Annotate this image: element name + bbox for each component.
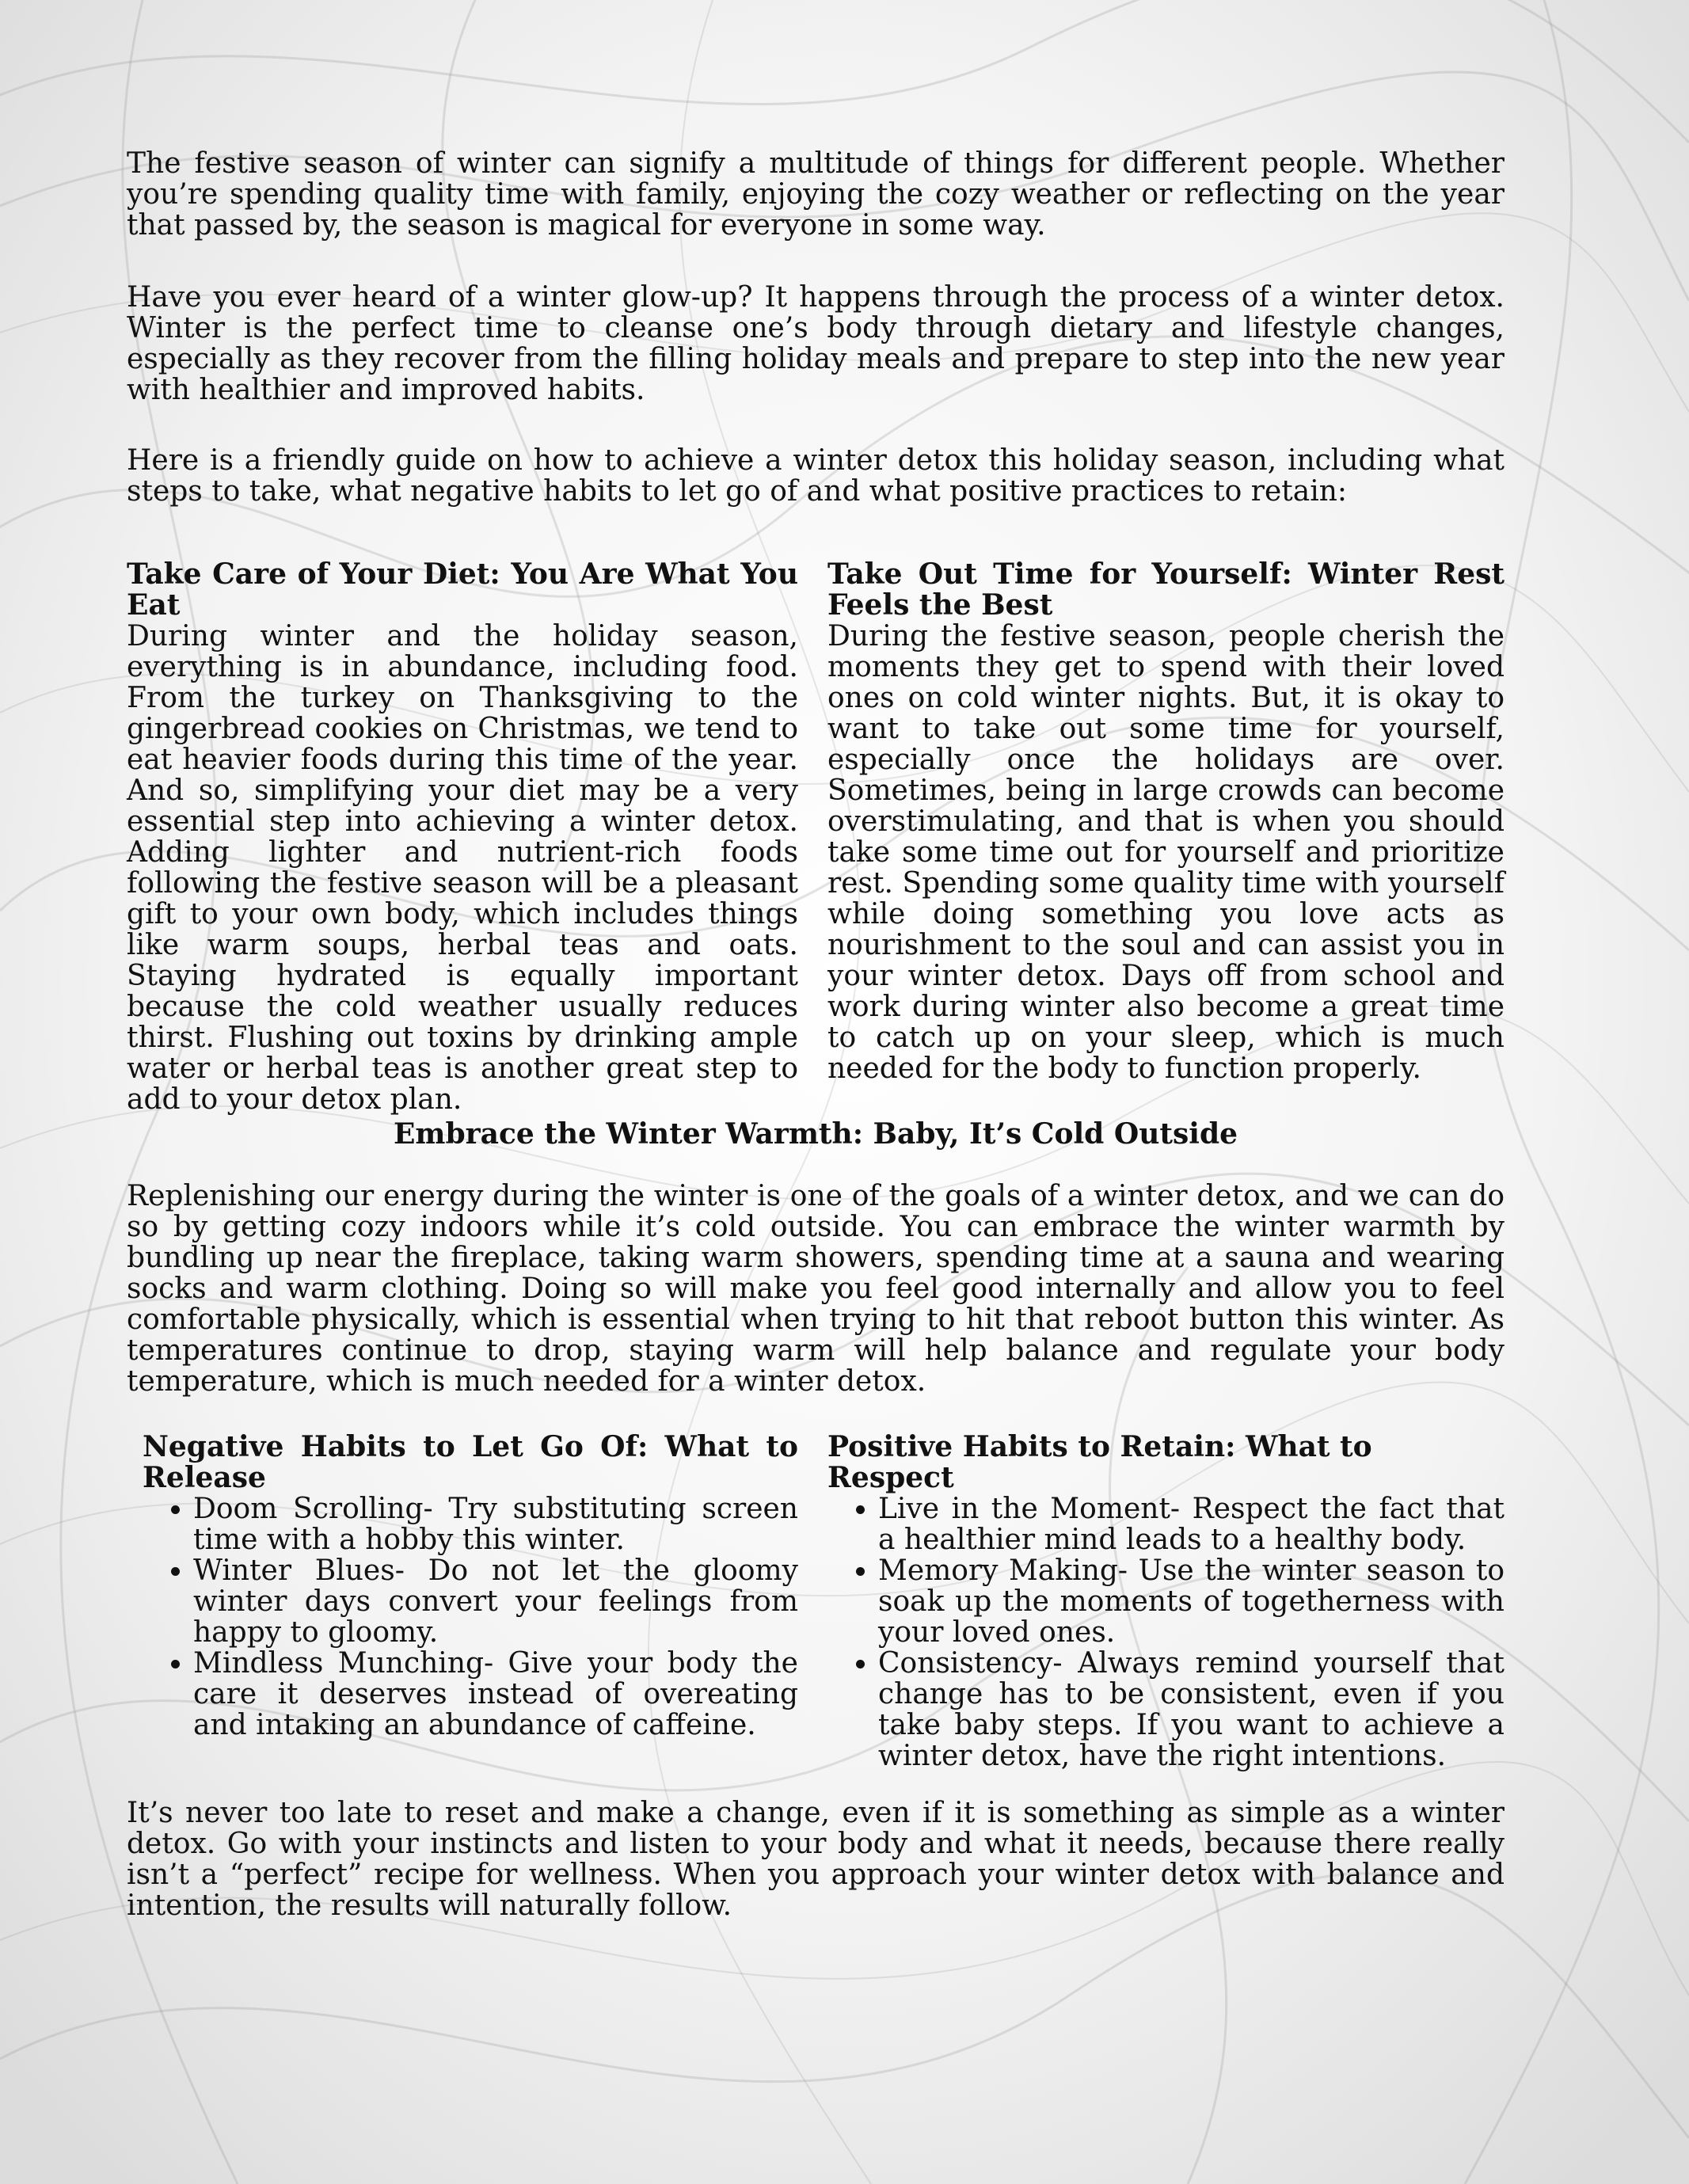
positive-list [827,1493,1505,1771]
negative-heading: Negative Habits to Let Go Of: What to Release [143,1430,798,1494]
positive-heading: Positive Habits to Retain: What to Respect [827,1430,1372,1494]
intro-paragraph: The festive season of winter can signify a multitude of things for different people. Whether you’re spending quality time with family, enjoying the cozy weather or reflecting on the year that passed by, the season is magical for everyone in some way. [127,147,1505,242]
rest-section [827,559,1505,1084]
list-item: • Live in the Moment- Respect the fact that a healthier mind leads to a healthy body. [878,1493,1505,1555]
rest-heading: Take Out Time for Yourself: Winter Rest Feels the Best [827,557,1505,622]
rest-body: During the festive season, people cherish the moments they get to spend with their loved ones on cold winter nights. But, it is okay to want to take out some time for yourself, especially once the holidays are over. Sometimes, being in large crowds can become overstimulating, and that is when you should take some time out for yourself and prioritize rest. Spending some quality time with yourself while doing something you love acts as nourishment to the soul and can assist you in your winter detox. Days off from school and work during winter also become a great time to catch up on your sleep, which is much needed for the body to function properly. [827,620,1505,1085]
warmth-body: Replenishing our energy during the winter is one of the goals of a winter detox, and we can do so by getting cozy indoors while it’s cold outside. You can embrace the winter warmth by bundling up near the fireplace, taking warm showers, spending time at a sauna and wearing socks and warm clothing. Doing so will make you feel good internally and allow you to feel comfortable physically, which is essential when trying to hit that reboot button this winter. As temperatures continue to drop, staying warm will help balance and regulate your body temperature, which is much needed for a winter detox. [127,1180,1505,1398]
intro-paragraph: Have you ever heard of a winter glow-up? It happens through the process of a winter detox. Winter is the perfect time to cleanse one’s body through dietary and lifestyle changes, especially as they recover from the filling holiday meals and prepare to step into the new year with healthier and improved habits. [127,281,1505,406]
diet-body: During winter and the holiday season, everything is in abundance, including food. From the turkey on Thanksgiving to the gingerbread cookies on Christmas, we tend to eat heavier foods during this time of the year. And so, simplifying your diet may be a very essential step into achieving a winter detox. Adding lighter and nutrient-rich foods following the festive season will be a pleasant gift to your own body, which includes things like warm soups, herbal teas and oats. Staying hydrated is equally important because the cold weather usually reduces thirst. Flushing out toxins by drinking ample water or herbal teas is another great step to add to your detox plan. [127,620,798,1116]
negative-habits-section [143,1432,798,1741]
intro-paragraph: Here is a friendly guide on how to achieve a winter detox this holiday season, including what steps to take, what negative habits to let go of and what positive practices to retain: [127,444,1505,508]
list-item: • Winter Blues- Do not let the gloomy winter days convert your feelings from happy to gloomy. [193,1555,798,1648]
negative-list [143,1493,798,1741]
list-item: • Consistency- Always remind yourself that change has to be consistent, even if you take baby steps. If you want to achieve a winter detox, have the right intentions. [878,1648,1505,1771]
diet-section [127,559,798,1115]
warmth-heading: Embrace the Winter Warmth: Baby, It’s Cold Outside [393,1117,1238,1151]
list-item: • Memory Making- Use the winter season to soak up the moments of togetherness with your loved ones. [878,1555,1505,1648]
positive-habits-section [827,1432,1505,1771]
diet-heading: Take Care of Your Diet: You Are What You Eat [127,557,798,622]
list-item: • Mindless Munching- Give your body the care it deserves instead of overeating and intaking an abundance of caffeine. [193,1648,798,1741]
closing-paragraph: It’s never too late to reset and make a change, even if it is something as simple as a winter detox. Go with your instincts and listen to your body and what it needs, because there really isn’t a “perfect” recipe for wellness. When you approach your winter detox with balance and intention, the results will naturally follow. [127,1797,1505,1922]
list-item: • Doom Scrolling- Try substituting screen time with a hobby this winter. [193,1493,798,1555]
